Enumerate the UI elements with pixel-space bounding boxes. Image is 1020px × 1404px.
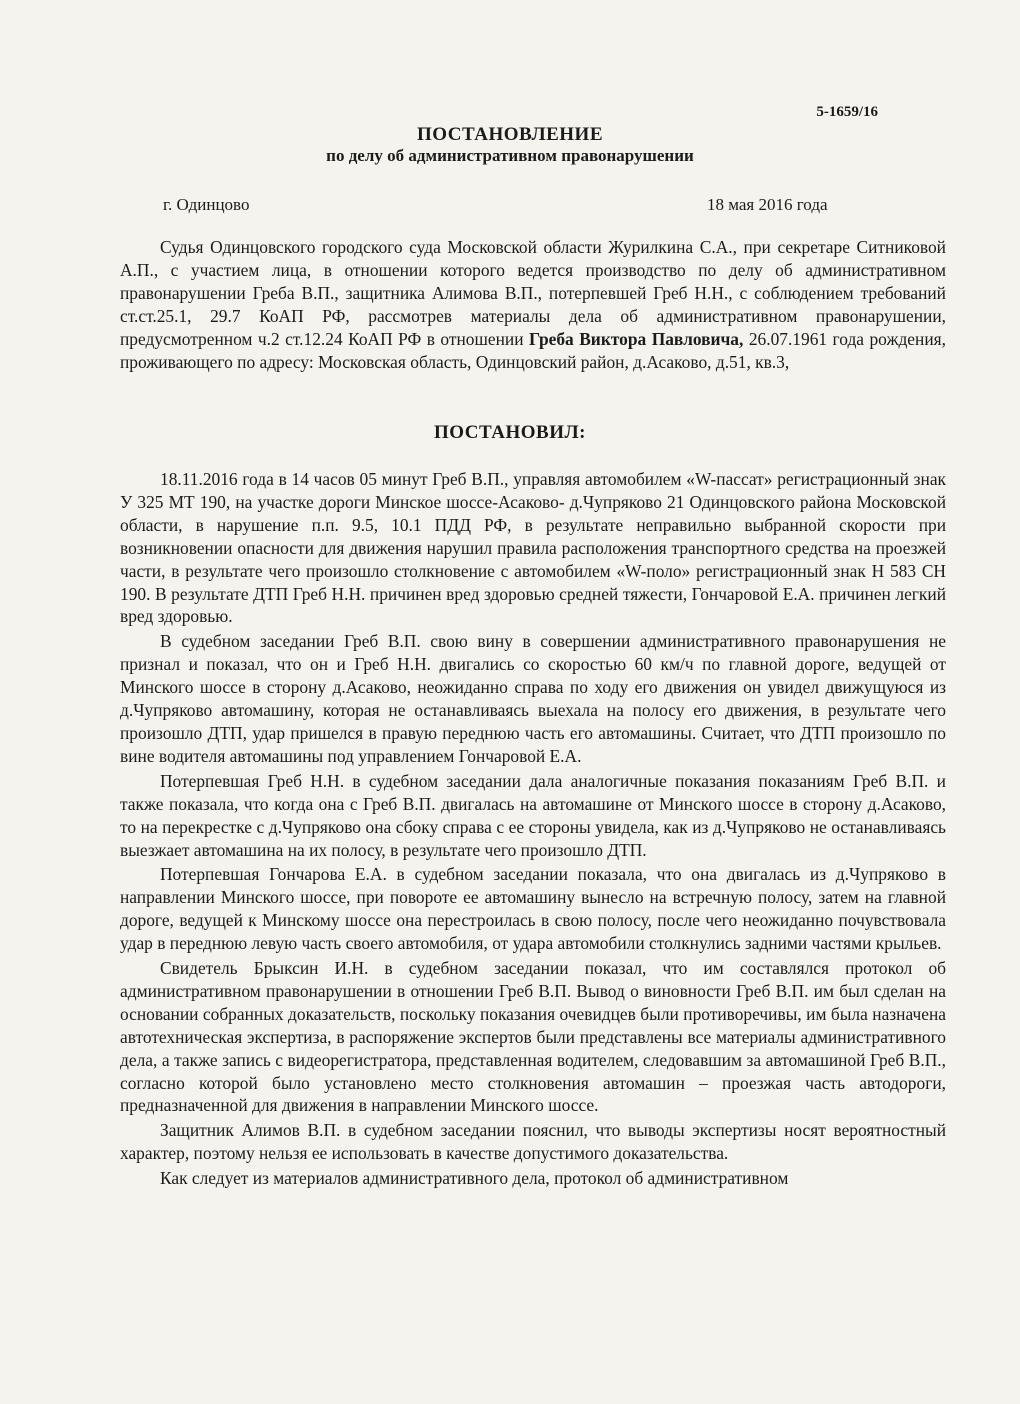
paragraph-7: Как следует из материалов административного дела, протокол об административном (160, 1168, 789, 1189)
paragraph-6: Защитник Алимов В.П. в судебном заседании пояснил, что выводы экспертизы носят вероятностный характер, поэтому нельзя ее использовать в качестве допустимого доказательства. (120, 1120, 946, 1164)
paragraph-1: 18.11.2016 года в 14 часов 05 минут Греб В.П., управляя автомобилем «W-пассат» регистрационный знак У 325 МТ 190, на участке дороги Минское шоссе-Асаково- д.Чупряково 21 Одинцовского района Московской области, в нарушение п.п. 9.5, 10.1 ПДД РФ, в результате неправильно выбранной скорости при возникновении опасности для движения нарушил правила расположения транспортного средства на проезжей части, в результате чего произошло столкновение с автомобилем «W-поло» регистрационный знак Н 583 СН 190. В результате ДТП Греб Н.Н. причинен вред здоровью средней тяжести, Гончаровой Е.А. причинен легкий вред здоровью. (120, 469, 946, 627)
intro-block (120, 236, 946, 373)
main-text (120, 468, 946, 1190)
intro-text-1: Судья Одинцовского городского суда Московской области Журилкина С.А., при секретаре Ситниковой А.П., с участием лица, в отношении которого ведется производство по делу об административном правонарушении Греба В.П., защитника Алимова В.П., потерпевшей Греб Н.Н., с соблюдением требований ст.ст.25.1, 29.7 КоАП РФ, рассмотрев материалы дела об административном правонарушении, предусмотренном ч.2 ст.12.24 КоАП РФ в отношении (120, 237, 946, 349)
case-number: 5-1659/16 (816, 104, 878, 120)
city: г. Одинцово (163, 195, 250, 214)
paragraph-4: Потерпевшая Гончарова Е.А. в судебном заседании показала, что она двигалась из д.Чупряково в направлении Минского шоссе, при повороте ее автомашину вынесло на встречную полосу, затем на главной дороге, ведущей к Минскому шоссе она перестроилась в свою полосу, после чего неожиданно почувствовала удар в переднюю левую часть своего автомобиля, от удара автомобили столкнулись задними частями крыльев. (120, 864, 946, 954)
document-title: ПОСТАНОВЛЕНИЕ (416, 124, 604, 145)
intro-text-2: 26.07.1961 года рождения, проживающего по адресу: Московская область, Одинцовский район, д.Асаково, д.51, кв.3, (120, 328, 946, 372)
paragraph-2: В судебном заседании Греб В.П. свою вину в совершении административного правонарушения не признал и показал, что он и Греб Н.Н. двигались со скоростью 60 км/ч по главной дороге, ведущей от Минского шоссе в сторону д.Асаково, неожиданно справа по ходу его движения он увидел движущуюся из д.Чупряково автомашину, которая не останавливаясь выехала на полосу его движения, в результате чего произошло ДТП, удар пришелся в правую переднюю часть его автомашины. Считает, что ДТП произошло по вине водителя автомашины под управлением Гончаровой Е.А. (120, 631, 946, 766)
document-subtitle: по делу об административном правонарушении (326, 146, 694, 165)
paragraph-5: Свидетель Брыксин И.Н. в судебном заседании показал, что им составлялся протокол об административном правонарушении в отношении Греб В.П. Вывод о виновности Греб В.П. им был сделан на основании собранных доказательств, поскольку показания очевидцев были противоречивы, им была назначена автотехническая экспертиза, в распоряжение экспертов были представлены все материалы административного дела, а также запись с видеорегистратора, представленная водителем, следовавшим за автомашиной Греб В.П., согласно которой было установлено место столкновения автомашин – проезжая часть автодороги, предназначенной для движения в направлении Минского шоссе. (120, 958, 946, 1116)
document-date: 18 мая 2016 года (707, 195, 828, 214)
intro-paragraph (120, 236, 946, 373)
paragraph-3: Потерпевшая Греб Н.Н. в судебном заседании дала аналогичные показания показаниям Греб В.П. и также показала, что когда она с Греб В.П. двигалась на автомашине от Минского шоссе в сторону д.Асаково, то на перекрестке с д.Чупряково она сбоку справа с ее стороны увидела, как из д.Чупряково не останавливаясь выезжает автомашина на их полосу, в результате чего произошло ДТП. (120, 770, 946, 860)
decided-heading: ПОСТАНОВИЛ: (434, 422, 586, 443)
defendant-name: Греба Виктора Павловича, (528, 328, 744, 349)
